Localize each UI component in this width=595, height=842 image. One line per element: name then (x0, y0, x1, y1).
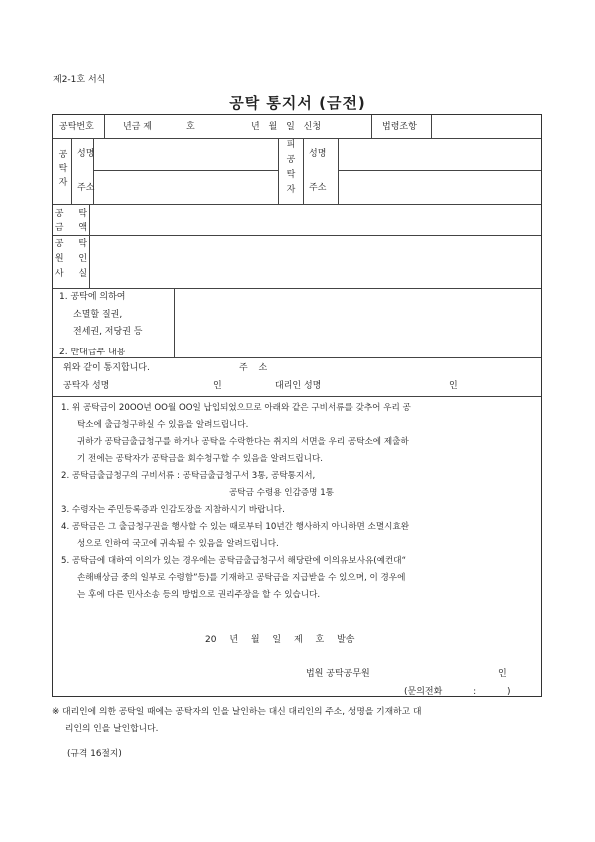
depositor-side-label: 공 탁 자 (58, 150, 68, 188)
footnote-line-2: 리인의 인을 날인합니다. (65, 724, 159, 734)
divider (431, 115, 432, 138)
divider (174, 288, 175, 357)
instruction-3: 3. 수령자는 주민등록증과 인감도장을 지참하시기 바랍니다. (61, 505, 285, 515)
instruction-4b: 성으로 인하여 국고에 귀속될 수 있음을 알려드립니다. (77, 539, 279, 549)
divider (53, 138, 541, 139)
page-title: 공탁 통지서 (금전) (229, 94, 366, 112)
footnote-line-1: ※ 대리인에 의한 공탁일 때에는 공탁자의 인을 날인하는 대신 대리인의 주소, 성명을 기재하고 대 (52, 707, 422, 717)
instruction-2b: 공탁금 수령용 인감증명 1통 (229, 488, 334, 498)
divider (89, 204, 90, 288)
divider (303, 138, 304, 204)
divider (104, 115, 105, 138)
instruction-1a: 1. 위 공탁금이 20OO년 OO월 OO일 납입되었으므로 아래와 같은 구비서류를 갖추어 우리 공 (61, 403, 411, 413)
cause-label: 공 탁 원 인 사 실 (54, 239, 88, 279)
extinguish-line-1: 1. 공탁에 의하여 (59, 292, 126, 302)
divider (53, 357, 541, 358)
divider (278, 138, 279, 204)
inquiry-phone: (문의전화 : ) (404, 687, 511, 697)
divider (53, 235, 541, 236)
official-seal: 인 (498, 669, 507, 679)
agent-seal: 인 (449, 381, 458, 391)
law-article-label: 법령조항 (382, 122, 417, 132)
divider (53, 288, 541, 289)
apply-date-label: 년 월 일 신청 (251, 122, 322, 132)
divider (338, 170, 541, 171)
divider (53, 396, 541, 397)
recipient-name-label: 성명 (309, 149, 327, 159)
depositor-name-label: 성명 (77, 149, 95, 159)
recipient-side-label: 피 공 탁 자 (286, 140, 296, 195)
divider (53, 204, 541, 205)
amount-label: 공 탁 금 액 (54, 209, 88, 233)
divider (71, 138, 72, 204)
divider (371, 115, 372, 138)
agent-name-line: 대리인 성명 (275, 381, 322, 391)
form-number: 제2-1호 서식 (53, 75, 106, 85)
extinguish-line-4: 2. 반대급부 내용 (59, 348, 126, 356)
official-label: 법원 공탁공무원 (306, 669, 370, 679)
extinguish-line-2: 소멸할 질권, (73, 310, 123, 320)
divider (338, 138, 339, 204)
instruction-5b: 손해배상금 중의 일부로 수령함”등)를 기재하고 공탁금을 지급받을 수 있으며, 이 경우에 (77, 573, 406, 583)
instructions (61, 400, 535, 604)
divider (93, 170, 278, 171)
depositor-name-line: 공탁자 성명 (63, 381, 110, 391)
instruction-4a: 4. 공탁금은 그 출급청구권을 행사할 수 있는 때로부터 10년간 행사하지 아니하면 소멸시효완 (61, 522, 410, 532)
instruction-1b: 탁소에 출급청구하실 수 있음을 알려드립니다. (77, 420, 249, 430)
instruction-5a: 5. 공탁금에 대하여 이의가 있는 경우에는 공탁금출급청구서 해당란에 이의유보사유(예컨대“ (61, 556, 407, 566)
paper-standard: (규격 16절지) (67, 749, 122, 759)
notify-text: 위와 같이 통지합니다. (63, 363, 150, 373)
extinguish-line-3: 전세권, 저당권 등 (73, 327, 143, 337)
recipient-address-label: 주소 (309, 183, 327, 193)
ho-label: 호 (186, 122, 195, 132)
notify-address-label: 주 소 (239, 363, 268, 373)
depositor-address-label: 주소 (77, 183, 95, 193)
divider (93, 138, 94, 204)
year-case-label: 년금 제 (123, 122, 152, 132)
instruction-1d: 기 전에는 공탁자가 공탁금을 회수청구할 수 있음을 알려드립니다. (77, 454, 323, 464)
footnote (52, 704, 546, 738)
depositor-seal: 인 (213, 381, 222, 391)
instruction-5c: 는 후에 다른 민사소송 등의 방법으로 권리주장을 할 수 있습니다. (77, 590, 321, 600)
instruction-2a: 2. 공탁금출급청구의 구비서류 : 공탁금출급청구서 3통, 공탁통지서, (61, 471, 316, 481)
deposit-no-label: 공탁번호 (59, 122, 94, 132)
instruction-1c: 귀하가 공탁금출급청구를 하거나 공탁을 수락한다는 취지의 서면을 우리 공탁소에 제출하 (77, 437, 409, 447)
sent-date-line: 20 년 월 일 제 호 발송 (205, 635, 355, 645)
